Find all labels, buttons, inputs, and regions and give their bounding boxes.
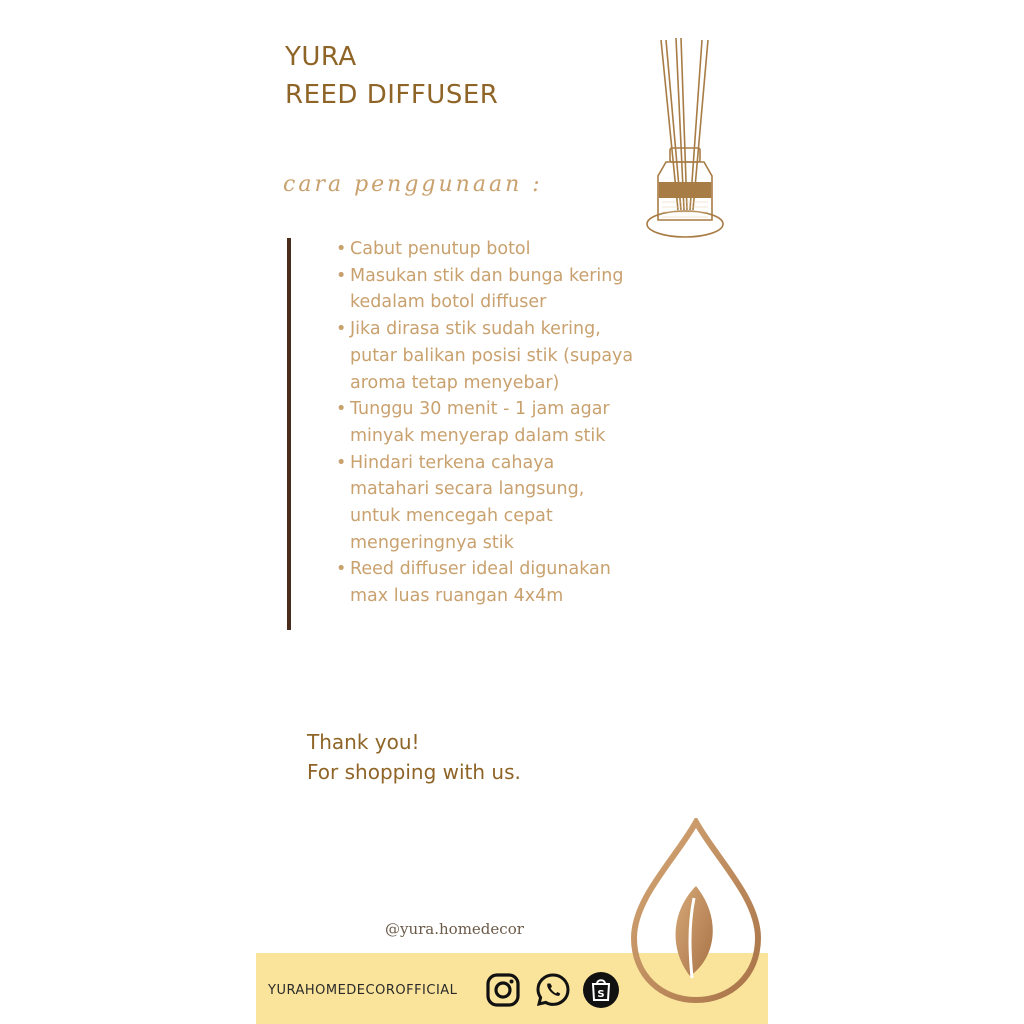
thank-you-line-1: Thank you! — [307, 730, 420, 754]
thank-you-line-2: For shopping with us. — [307, 760, 521, 784]
instruction-card — [256, 0, 768, 1024]
thank-you-message — [307, 727, 521, 787]
reed-diffuser-icon — [640, 30, 732, 242]
store-name: YURAHOMEDECOROFFICIAL — [268, 983, 458, 998]
list-item: • Cabut penutup botol — [336, 236, 636, 263]
list-item: • Jika dirasa stik sudah kering, putar balikan posisi stik (supaya aroma tetap menyebar) — [336, 316, 636, 396]
brand-title — [285, 38, 498, 114]
instruction-list — [336, 236, 636, 610]
list-item: • Hindari terkena cahaya matahari secara langsung, untuk mencegah cepat mengeringnya stik — [336, 450, 636, 557]
leaf-drop-logo — [626, 818, 766, 1004]
brand-line-2: REED DIFFUSER — [285, 80, 499, 110]
brand-line-1: YURA — [285, 42, 357, 72]
shopee-icon[interactable] — [583, 972, 619, 1008]
social-handle: @yura.homedecor — [385, 920, 524, 938]
list-item: • Tunggu 30 menit - 1 jam agar minyak menyerap dalam stik — [336, 396, 636, 449]
section-heading: cara penggunaan : — [283, 172, 543, 197]
whatsapp-icon[interactable] — [535, 972, 571, 1008]
instagram-icon[interactable] — [485, 972, 521, 1008]
list-item: • Reed diffuser ideal digunakan max luas ruangan 4x4m — [336, 556, 636, 609]
vertical-divider — [287, 238, 291, 630]
svg-text:S: S — [597, 989, 605, 1000]
list-item: • Masukan stik dan bunga kering kedalam botol diffuser — [336, 263, 636, 316]
